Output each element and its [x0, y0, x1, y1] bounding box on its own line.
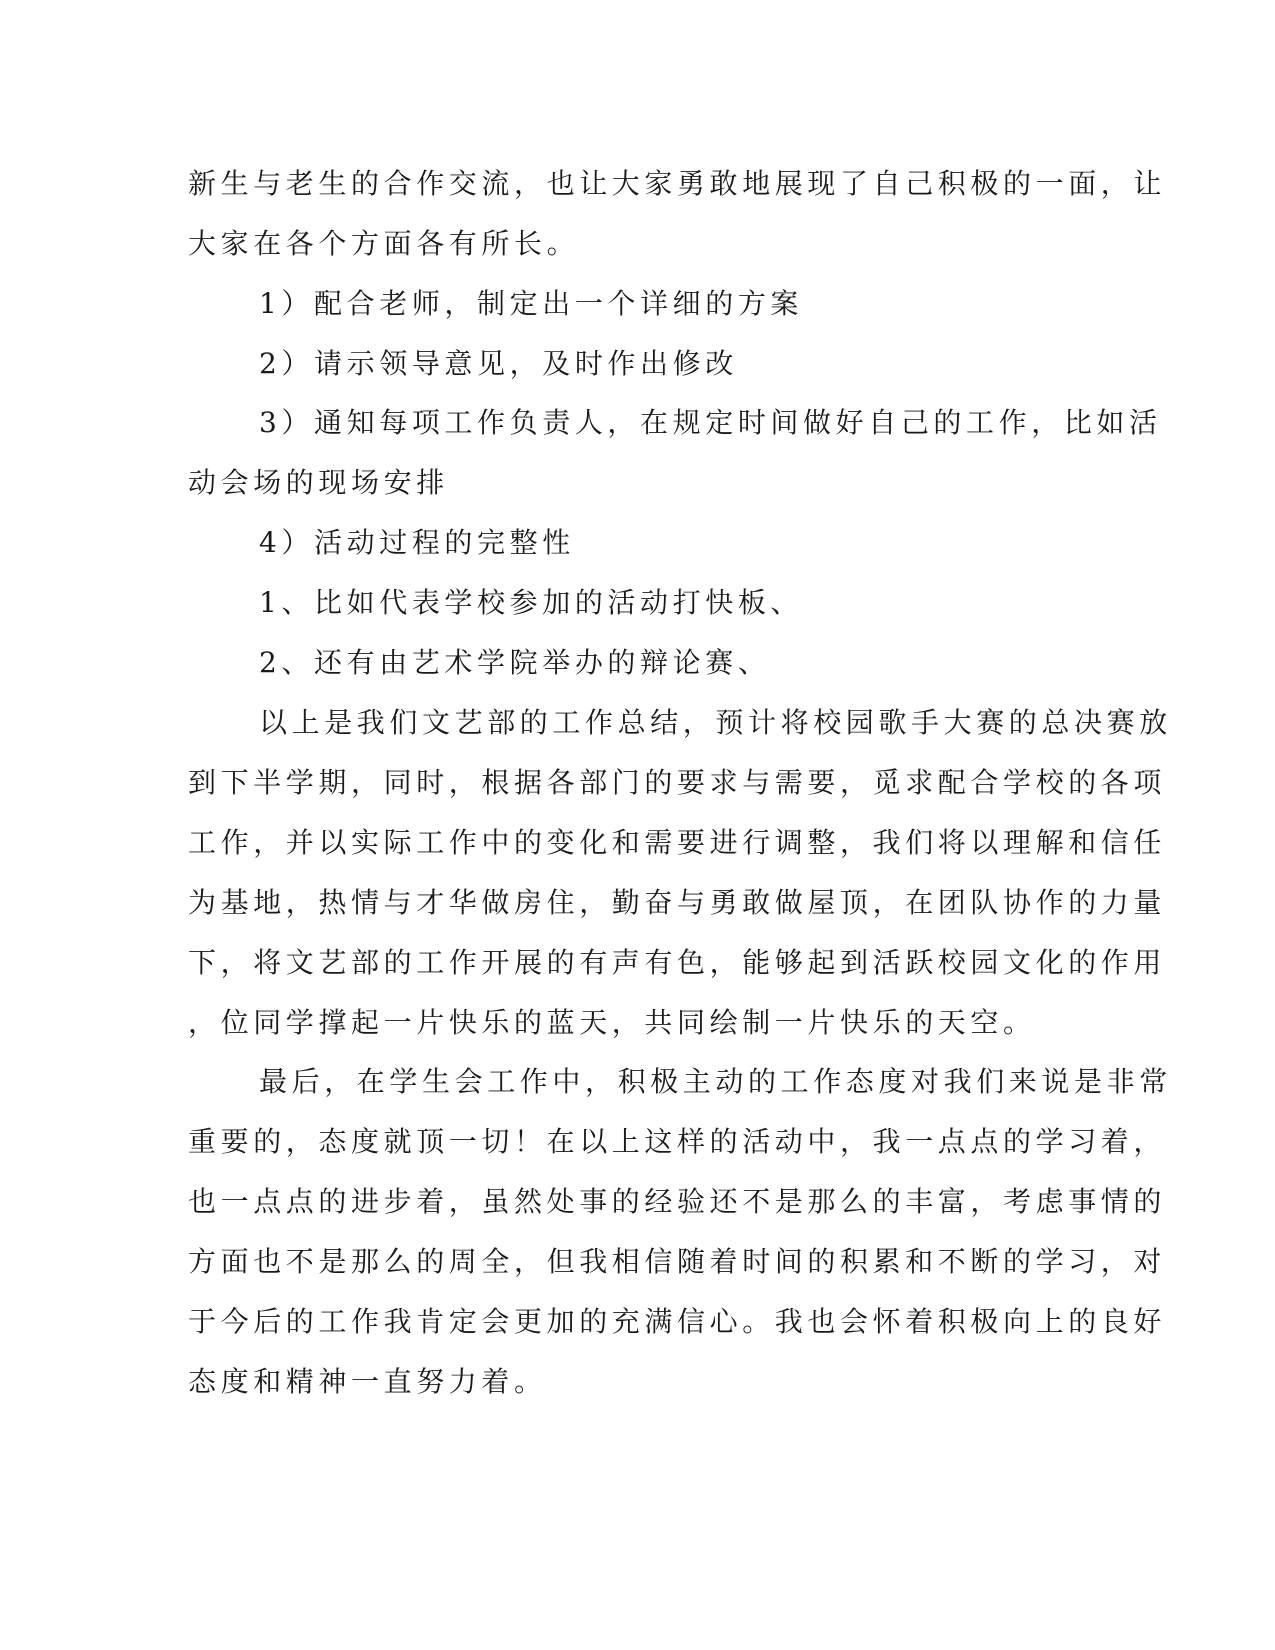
paragraph-line: 态度和精神一直努力着。 — [188, 1365, 547, 1398]
list-item: 1）配合老师，制定出一个详细的方案 — [259, 287, 804, 320]
list-item: 2）请示领导意见，及时作出修改 — [259, 347, 738, 380]
paragraph-line: 下，将文艺部的工作开展的有声有色，能够起到活跃校园文化的作用 — [188, 946, 1167, 979]
paragraph-line: 到下半学期，同时，根据各部门的要求与需要，觅求配合学校的各项 — [188, 766, 1167, 799]
paragraph-line: 方面也不是那么的周全，但我相信随着时间的积累和不断的学习，对 — [188, 1245, 1167, 1278]
text-line: 新生与老生的合作交流，也让大家勇敢地展现了自己积极的一面，让 — [188, 167, 1167, 200]
list-item: 4）活动过程的完整性 — [259, 526, 575, 559]
paragraph-line: 于今后的工作我肯定会更加的充满信心。我也会怀着积极向上的良好 — [188, 1305, 1167, 1338]
list-item: 2、还有由艺术学院举办的辩论赛、 — [259, 646, 771, 679]
paragraph-line: 最后，在学生会工作中，积极主动的工作态度对我们来说是非常 — [259, 1065, 1172, 1098]
paragraph-line: 也一点点的进步着，虽然处事的经验还不是那么的丰富，考虑事情的 — [188, 1185, 1167, 1218]
list-item: 3）通知每项工作负责人，在规定时间做好自己的工作，比如活 — [259, 406, 1162, 439]
paragraph-line: 为基地，热情与才华做房住，勤奋与勇敢做屋顶，在团队协作的力量 — [188, 886, 1167, 919]
paragraph-line: 工作，并以实际工作中的变化和需要进行调整，我们将以理解和信任 — [188, 826, 1167, 859]
text-line: 大家在各个方面各有所长。 — [188, 227, 580, 260]
paragraph-line: 以上是我们文艺部的工作总结，预计将校园歌手大赛的总决赛放 — [259, 706, 1172, 739]
paragraph-line: ，位同学撑起一片快乐的蓝天，共同绘制一片快乐的天空。 — [188, 1006, 1036, 1039]
text-line: 动会场的现场安排 — [188, 466, 449, 499]
list-item: 1、比如代表学校参加的活动打快板、 — [259, 586, 804, 619]
paragraph-line: 重要的，态度就顶一切！在以上这样的活动中，我一点点的学习着， — [188, 1125, 1167, 1158]
